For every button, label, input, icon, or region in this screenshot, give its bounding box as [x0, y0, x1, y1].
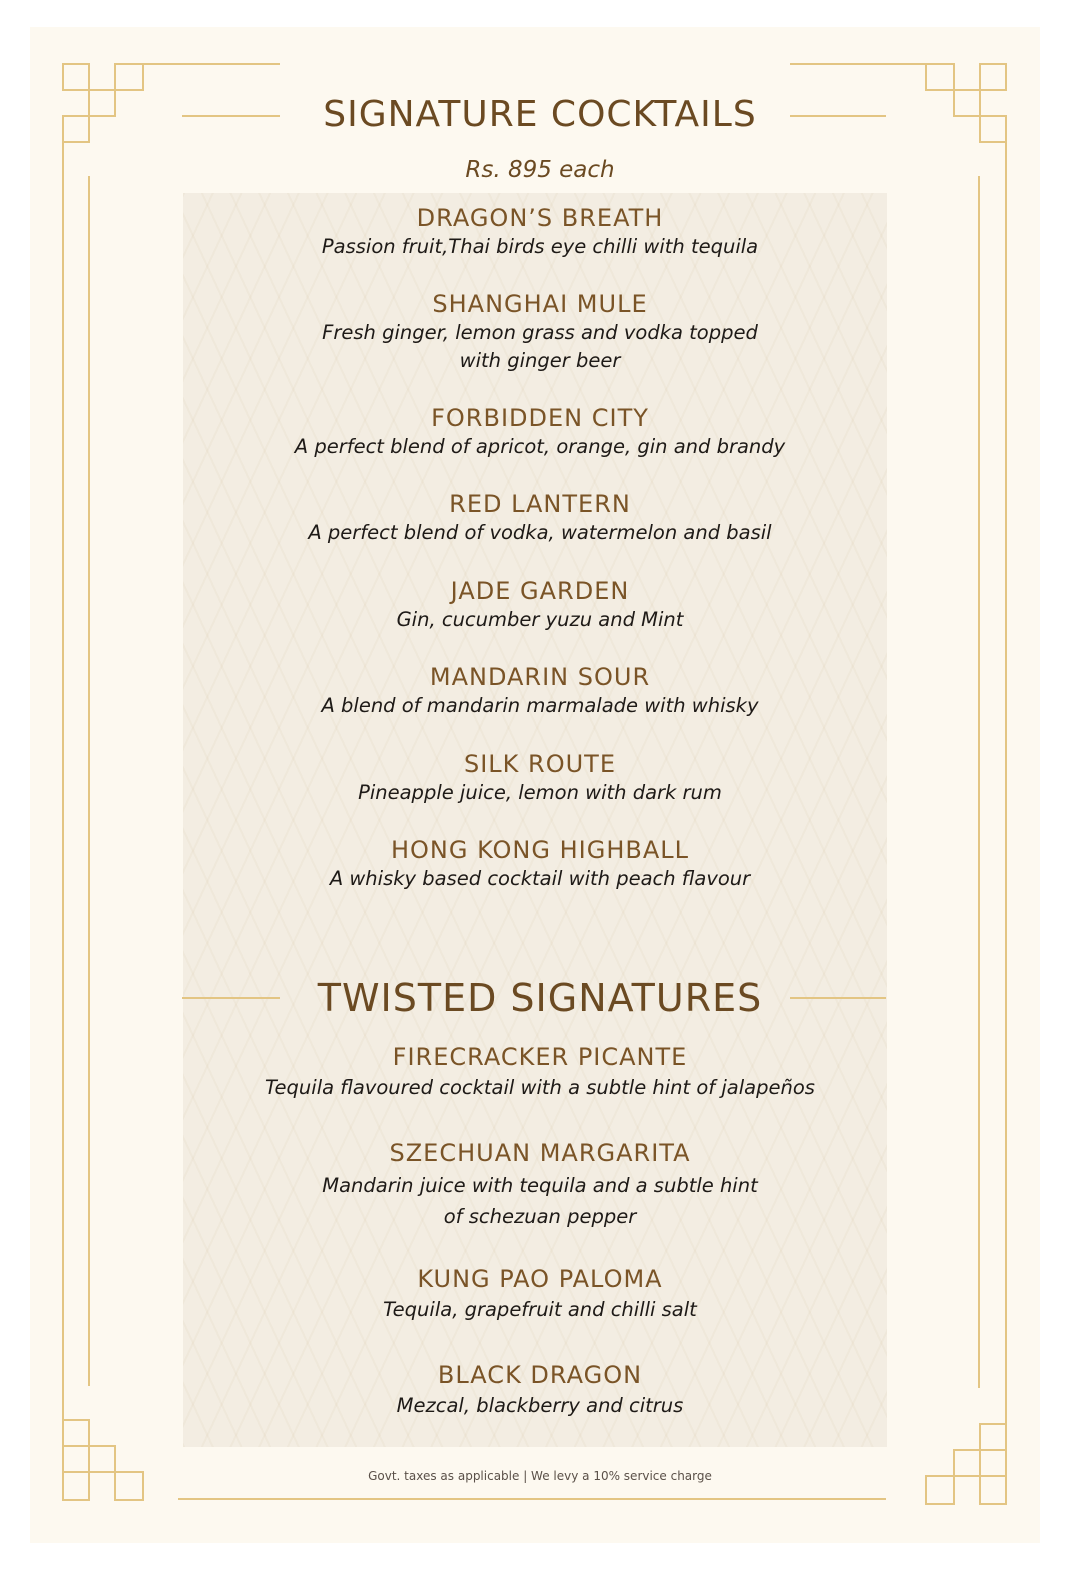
item-description: Passion fruit,Thai birds eye chilli with tequila: [321, 235, 759, 258]
item-description: Mezcal, blackberry and citrus: [396, 1394, 684, 1417]
item-description: Tequila flavoured cocktail with a subtle hint of jalapeños: [265, 1076, 815, 1099]
section-title-signature-cocktails: SIGNATURE COCKTAILS: [323, 94, 757, 135]
menu-item: [0, 289, 1080, 375]
item-name: MANDARIN SOUR: [429, 663, 651, 691]
menu-item: [0, 749, 1080, 807]
item-description: A perfect blend of vodka, watermelon and basil: [308, 521, 772, 544]
corner-ornament-top-left: [63, 64, 89, 90]
menu-item: [0, 1138, 1080, 1232]
item-name: FIRECRACKER PICANTE: [392, 1043, 688, 1071]
section-title-twisted-signatures: TWISTED SIGNATURES: [317, 976, 763, 1020]
menu-item: [0, 835, 1080, 893]
item-description: A blend of mandarin marmalade with whisky: [321, 694, 759, 717]
menu-item: [0, 203, 1080, 261]
item-name: SHANGHAI MULE: [432, 290, 648, 318]
menu-item: [0, 1042, 1080, 1102]
item-name: HONG KONG HIGHBALL: [390, 836, 689, 864]
menu-item: [0, 489, 1080, 547]
corner-ornament-top-right: [980, 64, 1006, 90]
item-name: JADE GARDEN: [450, 577, 630, 605]
item-name: SILK ROUTE: [463, 750, 616, 778]
menu-item: [0, 1360, 1080, 1420]
item-name: DRAGON’S BREATH: [416, 204, 664, 232]
footer-note: Govt. taxes as applicable | We levy a 10% service charge: [368, 1469, 712, 1483]
item-name: BLACK DRAGON: [437, 1361, 643, 1389]
item-description: A whisky based cocktail with peach flavour: [329, 867, 751, 890]
item-name: FORBIDDEN CITY: [431, 404, 649, 432]
item-description: Pineapple juice, lemon with dark rum: [358, 781, 722, 804]
corner-ornament-bottom-right: [980, 1424, 1006, 1450]
price-label: Rs. 895 each: [465, 157, 615, 183]
item-name: SZECHUAN MARGARITA: [389, 1139, 691, 1167]
item-description: A perfect blend of apricot, orange, gin and brandy: [294, 435, 786, 458]
menu-item: [0, 403, 1080, 461]
item-description: Fresh ginger, lemon grass and vodka topped with ginger beer: [322, 321, 758, 372]
item-description: Gin, cucumber yuzu and Mint: [396, 608, 684, 631]
item-description: Mandarin juice with tequila and a subtle hint of schezuan pepper: [322, 1174, 758, 1228]
corner-ornament-bottom-left: [63, 1420, 89, 1446]
item-name: KUNG PAO PALOMA: [417, 1265, 663, 1293]
menu-item: [0, 576, 1080, 634]
item-description: Tequila, grapefruit and chilli salt: [383, 1298, 697, 1321]
menu-item: [0, 662, 1080, 720]
menu-item: [0, 1264, 1080, 1324]
item-name: RED LANTERN: [449, 490, 631, 518]
